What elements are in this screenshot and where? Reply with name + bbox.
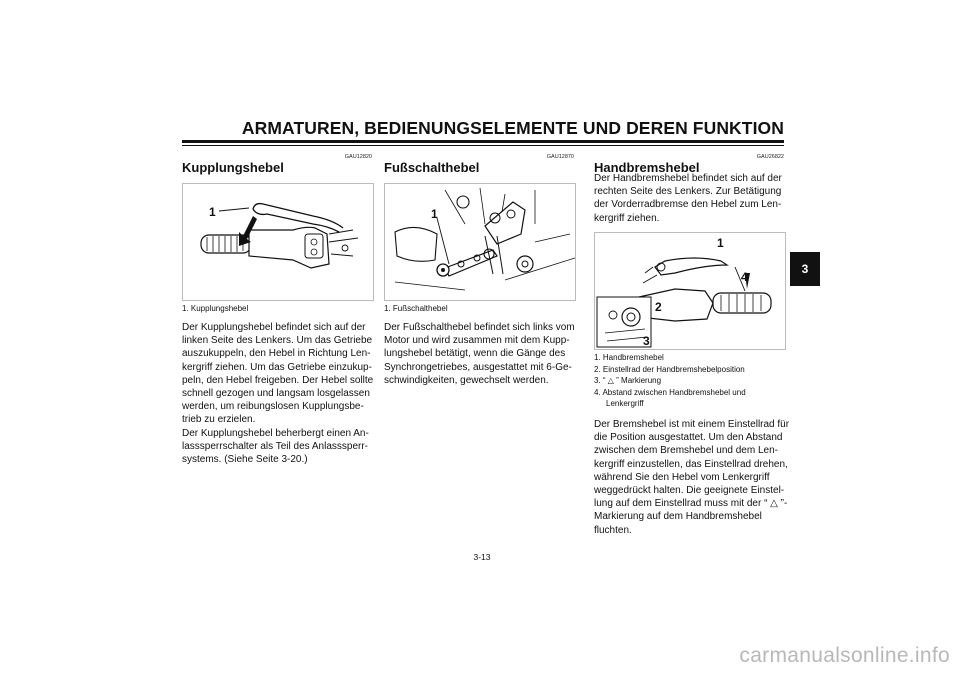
figure-callout: 4 <box>741 270 748 284</box>
header-rule <box>182 140 784 143</box>
page-number: 3-13 <box>473 552 491 562</box>
body-line: kergriff einzustellen, das Einstellrad drehen, <box>594 458 788 470</box>
watermark-text[interactable]: carmanualsonline.info <box>739 644 950 667</box>
figure-callout: 3 <box>643 334 650 348</box>
caption-item: 1. Handbremshebel <box>594 353 664 362</box>
body-line: trieb zu erzielen. <box>182 414 256 426</box>
section-title-kupplungshebel: Kupplungshebel <box>182 160 284 175</box>
body-line: Motor und wird zusammen mit dem Kupp- <box>384 335 570 347</box>
body-line: Der Kupplungshebel befindet sich auf der <box>182 322 366 333</box>
body-line: werden, um reibungslosen Kupplungsbe- <box>182 401 364 413</box>
body-line: der Vorderradbremse den Hebel zum Len- <box>594 199 782 211</box>
body-line: zwischen dem Bremshebel und dem Len- <box>594 445 778 457</box>
figure-callout: 2 <box>655 300 662 314</box>
page-header-title: ARMATUREN, BEDIENUNGSELEMENTE UND DEREN FUNKTION <box>241 118 784 138</box>
shift-pedal-illustration <box>385 184 575 300</box>
caption-list <box>384 303 574 315</box>
section-title-handbremshebel: Handbremshebel <box>594 160 700 175</box>
figure-shift-pedal <box>384 183 576 301</box>
body-line: kergriff ziehen. Um das Getriebe einzukup- <box>182 361 372 373</box>
section-code: GAU12820 <box>344 154 372 160</box>
body-line: Markierung auf dem Handbremshebel <box>594 511 762 523</box>
body-text-kupplungshebel <box>182 321 382 466</box>
section-code: GAU12870 <box>546 154 574 160</box>
body-line: Der Fußschalthebel befindet sich links vom <box>384 322 575 333</box>
caption-item: 4. Abstand zwischen Handbremshebel und <box>594 387 746 397</box>
body-line: die Position ausgestattet. Um den Abstand <box>594 432 783 444</box>
body-line: rechten Seite des Lenkers. Zur Betätigung <box>594 186 782 198</box>
chapter-tab[interactable]: 3 <box>790 252 820 286</box>
figure-clutch-lever <box>182 183 374 301</box>
body-line: Der Kupplungshebel beherbergt einen An- <box>182 427 369 439</box>
caption-list <box>182 303 372 315</box>
body-line: linken Seite des Lenkers. Um das Getriebe <box>182 335 373 347</box>
figure-callout: 1 <box>209 205 216 219</box>
section-code: GAU26822 <box>756 154 784 160</box>
body-line: lung auf dem Einstellrad muss mit der “ △ ”- <box>594 498 788 510</box>
body-line: fluchten. <box>594 524 632 536</box>
intro-text-handbremshebel <box>594 172 794 225</box>
figure-callout: 1 <box>717 236 724 250</box>
body-line: auszukuppeln, den Hebel in Richtung Len- <box>182 348 371 360</box>
caption-item: 1. Kupplungshebel <box>182 304 249 313</box>
body-line: schwindigkeiten, gewechselt werden. <box>384 374 549 386</box>
section-title-fussschalthebel: Fußschalthebel <box>384 160 480 175</box>
body-line: lungshebel betätigt, wenn die Gänge des <box>384 348 566 360</box>
clutch-lever-illustration <box>183 184 373 300</box>
brake-lever-illustration <box>595 233 785 349</box>
body-line: Der Bremshebel ist mit einem Einstellrad für <box>594 419 790 430</box>
body-line: kergriff ziehen. <box>594 212 660 224</box>
body-line: Der Handbremshebel befindet sich auf der <box>594 173 782 184</box>
body-text-handbremshebel <box>594 418 794 537</box>
header-rule-thin <box>182 145 784 146</box>
figure-callout: 1 <box>431 207 438 221</box>
body-line: Synchrongetriebes, ausgestattet mit 6-Ge- <box>384 361 572 373</box>
body-text-fussschalthebel <box>384 321 584 387</box>
body-line: während Sie den Hebel vom Lenkergriff <box>594 471 770 483</box>
caption-item: 2. Einstellrad der Handbremshebelposition <box>594 364 745 374</box>
body-line: weggedrückt halten. Die geeignete Einstel- <box>594 485 785 497</box>
body-line: peln, den Hebel freigeben. Der Hebel sollte <box>182 374 374 386</box>
body-line: lasssperrschalter als Teil des Anlasssperr- <box>182 440 369 452</box>
caption-item: 1. Fußschalthebel <box>384 304 448 313</box>
caption-list <box>594 352 789 410</box>
figure-brake-lever <box>594 232 786 350</box>
caption-item: 3. “ △ ” Markierung <box>594 376 662 385</box>
body-line: schnell gezogen und langsam losgelassen <box>182 388 370 400</box>
body-line: systems. (Siehe Seite 3-20.) <box>182 454 308 466</box>
caption-item: Lenkergriff <box>606 399 644 408</box>
